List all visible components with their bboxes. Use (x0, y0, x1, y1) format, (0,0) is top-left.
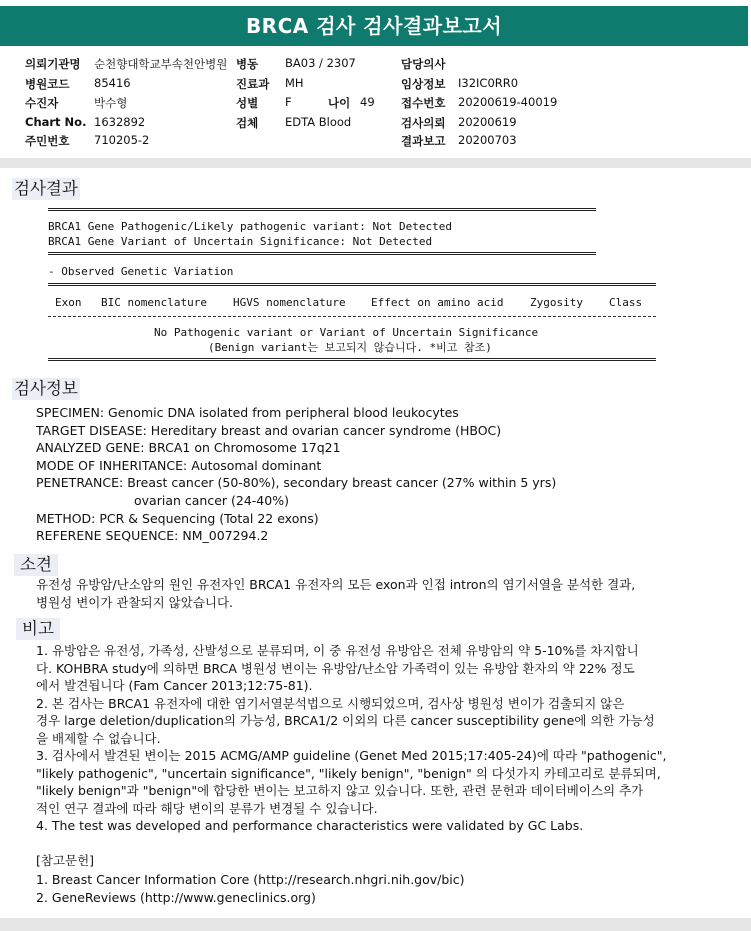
column-header: Effect on amino acid (371, 296, 504, 309)
patient-header (0, 50, 751, 158)
report-title: BRCA 검사 검사결과보고서 (0, 6, 748, 46)
label-hospital-code: 병원코드 (25, 77, 70, 91)
label-request-date: 검사의뢰 (401, 116, 446, 130)
double-rule (48, 358, 656, 361)
reference-item: 1. Breast Cancer Information Core (http://research.nhgri.nih.gov/bic) (36, 872, 465, 887)
footer-strip (0, 918, 751, 931)
label-requesting-institution: 의뢰기관명 (25, 57, 81, 71)
column-header: BIC nomenclature (101, 296, 207, 309)
remark-line: 적인 연구 결과에 따라 해당 변이의 분류가 변경될 수 있습니다. (36, 800, 378, 816)
header-row (0, 95, 751, 115)
penetrance-ovarian: ovarian cancer (24-40%) (134, 493, 289, 508)
no-variant-message: No Pathogenic variant or Variant of Uncertain Significance (154, 326, 539, 339)
header-row (0, 76, 751, 96)
label-age: 나이 (328, 96, 351, 110)
label-patient: 수진자 (25, 96, 59, 110)
label-ward: 병동 (236, 57, 259, 71)
chart-no: 1632892 (94, 115, 146, 129)
age: 49 (360, 95, 375, 109)
pathogenic-result-line: BRCA1 Gene Pathogenic/Likely pathogenic variant: Not Detected (48, 220, 452, 233)
label-department: 진료과 (236, 77, 270, 91)
specimen-info: SPECIMEN: Genomic DNA isolated from peripheral blood leukocytes (36, 405, 459, 420)
target-disease: TARGET DISEASE: Hereditary breast and ovarian cancer syndrome (HBOC) (36, 422, 502, 438)
double-rule (48, 283, 656, 286)
remark-line: 을 배제할 수 없습니다. (36, 730, 161, 746)
reference-sequence: REFERENE SEQUENCE: NM_007294.2 (36, 528, 269, 544)
remark-line: 4. The test was developed and performance characteristics were validated by GC Labs. (36, 818, 584, 833)
remark-line: 3. 검사에서 발견된 변이는 2015 ACMG/AMP guideline (Genet Med 2015;17:405-24)에 따라 "pathogenic", (36, 748, 667, 763)
column-header: HGVS nomenclature (233, 296, 346, 309)
resident-number: 710205-2 (94, 133, 150, 147)
patient-name: 박수형 (94, 96, 128, 110)
remark-line: "likely benign"과 "benign"에 합당한 변이는 보고하지 않고 있습니다. 또한, 관련 문헌과 데이터베이스의 추가 (36, 783, 644, 798)
benign-note: (Benign variant는 보고되지 않습니다. *비고 참조) (208, 341, 492, 354)
results-section-title: 검사결과 (14, 179, 78, 198)
specimen: EDTA Blood (285, 115, 352, 129)
label-chart-no: Chart No. (25, 115, 87, 129)
mode-of-inheritance: MODE OF INHERITANCE: Autosomal dominant (36, 457, 322, 473)
report-date: 20200703 (458, 133, 517, 147)
label-sex: 성별 (236, 96, 259, 110)
label-resident-number: 주민번호 (25, 134, 70, 148)
header-row (0, 115, 751, 135)
ward: BA03 / 2307 (285, 56, 356, 70)
accession-number: 20200619-40019 (458, 95, 558, 109)
method: METHOD: PCR & Sequencing (Total 22 exons) (36, 510, 319, 526)
remark-line: 에서 발견됩니다 (Fam Cancer 2013;12:75-81). (36, 678, 313, 693)
reference-item: 2. GeneReviews (http://www.geneclinics.org) (36, 889, 316, 905)
column-header: Zygosity (530, 296, 583, 309)
label-doctor: 담당의사 (401, 57, 446, 71)
remark-line: 다. KOHBRA study에 의하면 BRCA 병원성 변이는 유방암/난소암 가족력이 있는 유방암 환자의 약 22% 정도 (36, 660, 635, 676)
hospital-code: 85416 (94, 76, 131, 90)
remark-line: 경우 large deletion/duplication의 가능성, BRCA1/2 이외의 다른 cancer susceptibility gene에 의한 가능성 (36, 713, 655, 728)
header-row (0, 133, 751, 153)
requesting-institution: 순천향대학교부속천안병원 (94, 57, 228, 71)
analyzed-gene: ANALYZED GENE: BRCA1 on Chromosome 17q21 (36, 440, 341, 456)
header-row (0, 56, 751, 76)
remark-line: 1. 유방암은 유전성, 가족성, 산발성으로 분류되며, 이 중 유전성 유방암은 전체 유방암의 약 5-10%를 차지합니 (36, 643, 639, 658)
finding-section-title: 소견 (14, 554, 58, 576)
label-report-date: 결과보고 (401, 134, 446, 148)
double-rule (48, 208, 596, 211)
divider (0, 158, 751, 168)
department: MH (285, 76, 304, 90)
label-clinical-info: 임상정보 (401, 77, 446, 91)
request-date: 20200619 (458, 115, 517, 129)
column-header: Exon (55, 296, 82, 309)
label-specimen: 검체 (236, 116, 259, 130)
vus-result-line: BRCA1 Gene Variant of Uncertain Significance: Not Detected (48, 235, 433, 248)
remarks-section-title: 비고 (16, 618, 60, 640)
dashed-rule (48, 316, 656, 317)
test-info-section-title: 검사정보 (14, 379, 78, 398)
references-heading: [참고문헌] (36, 853, 95, 868)
penetrance: PENETRANCE: Breast cancer (50-80%), secondary breast cancer (27% within 5 yrs) (36, 475, 557, 491)
label-accession-number: 접수번호 (401, 96, 446, 110)
sex: F (285, 95, 292, 109)
column-header: Class (609, 296, 643, 309)
clinical-info: I32IC0RR0 (458, 76, 519, 90)
observed-variation-heading: - Observed Genetic Variation (48, 265, 234, 278)
double-rule (48, 252, 596, 255)
remark-line: 2. 본 검사는 BRCA1 유전자에 대한 염기서열분석법으로 시행되었으며, 검사상 병원성 변이가 검출되지 않은 (36, 695, 625, 711)
finding-line: 병원성 변이가 관찰되지 않았습니다. (36, 594, 234, 610)
finding-line: 유전성 유방암/난소암의 원인 유전자인 BRCA1 유전자의 모든 exon과 인접 intron의 염기서열을 분석한 결과, (36, 577, 636, 592)
remark-line: "likely pathogenic", "uncertain significance", "likely benign", "benign" 의 다섯가지 카테고리로 분류되며, (36, 765, 661, 781)
